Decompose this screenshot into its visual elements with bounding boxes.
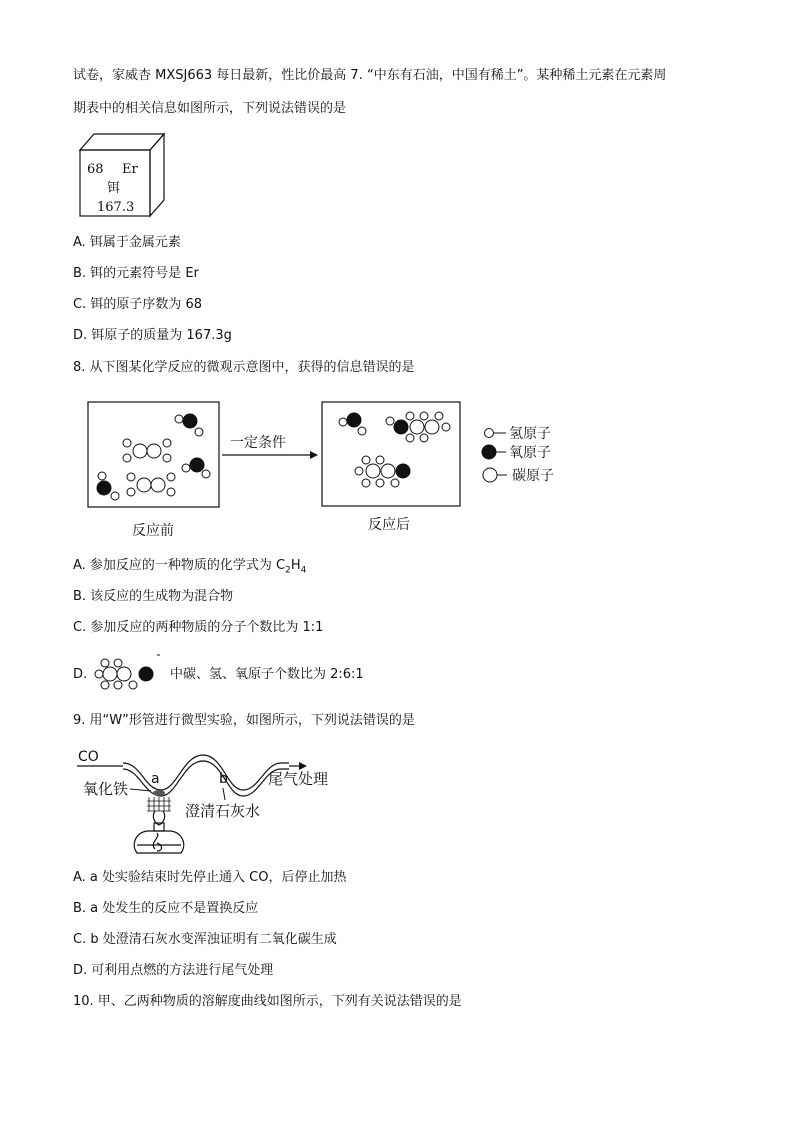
svg-text:氢原子: 氢原子 xyxy=(509,426,551,442)
element-symbol: Er xyxy=(122,162,138,177)
arrow-label: 一定条件 xyxy=(230,435,286,451)
c2h4-molecule xyxy=(127,473,175,496)
arrow-head xyxy=(310,451,318,459)
q9-stem: 9. 用“W”形管进行微型实验，如图所示，下列说法错误的是 xyxy=(73,713,415,728)
q9-option-d: D. 可利用点燃的方法进行尾气处理 xyxy=(73,963,274,978)
q7-option-d: D. 铒原子的质量为 167.3g xyxy=(73,328,232,343)
point-a-label: a xyxy=(151,771,160,787)
point-b-label: b xyxy=(219,771,228,787)
q7-option-c: C. 铒的原子序数为 68 xyxy=(73,297,203,312)
wire-gauze xyxy=(147,797,171,811)
atomic-mass: 167.3 xyxy=(97,200,135,215)
q9-option-b: B. a 处发生的反应不是置换反应 xyxy=(73,901,259,916)
c2h6o-molecule xyxy=(355,456,410,487)
cell-side-face xyxy=(150,134,164,216)
q7-option-b: B. 铒的元素符号是 Er xyxy=(73,266,199,281)
atomic-number: 68 xyxy=(87,162,104,177)
svg-text:氧原子: 氧原子 xyxy=(509,445,551,461)
q8-option-d-label: D. xyxy=(73,667,88,682)
q8-option-b: B. 该反应的生成物为混合物 xyxy=(73,589,234,604)
before-label: 反应前 xyxy=(132,523,174,539)
after-label: 反应后 xyxy=(368,517,410,533)
iron-oxide-label: 氧化铁 xyxy=(83,780,129,798)
c2h6o-molecule xyxy=(386,412,450,442)
alcohol-lamp xyxy=(134,811,184,853)
o2-molecule xyxy=(97,472,119,500)
w-tube-upper xyxy=(123,755,289,790)
outlet-arrow xyxy=(299,762,307,770)
reaction-diagram xyxy=(80,395,570,545)
svg-text:碳原子: 碳原子 xyxy=(512,468,554,484)
c2h4-molecule xyxy=(123,439,171,462)
legend-hydrogen xyxy=(485,426,552,442)
element-name: 铒 xyxy=(107,181,121,196)
q9-option-a: A. a 处实验结束时先停止通入 CO，后停止加热 xyxy=(73,870,347,885)
iron-oxide-sample xyxy=(153,790,165,796)
w-tube-apparatus xyxy=(75,745,345,857)
tail-gas-label: 尾气处理 xyxy=(268,770,329,788)
o2-molecule xyxy=(182,458,210,478)
q7-stem-line2: 期表中的相关信息如图所示，下列说法错误的是 xyxy=(73,101,347,116)
limewater-label: 澄清石灰水 xyxy=(185,802,261,820)
q8-option-d-text: 中碳、氢、氧原子个数比为 2:6:1 xyxy=(170,667,364,682)
q8-stem: 8. 从下图某化学反应的微观示意图中，获得的信息错误的是 xyxy=(73,360,415,375)
q7-option-a: A. 铒属于金属元素 xyxy=(73,235,181,250)
q8-option-c: C. 参加反应的两种物质的分子个数比为 1:1 xyxy=(73,620,324,635)
co-label: CO xyxy=(78,749,99,765)
legend-carbon xyxy=(483,468,554,484)
q7-stem-line1: 试卷，家威杏 MXSJ663 每日最新，性比价最高 7. “中东有石油，中国有稀土”。某种稀土元素在元素周 xyxy=(73,68,667,83)
element-cell-figure xyxy=(78,130,170,220)
o2-molecule xyxy=(339,413,366,435)
q8-option-a: A. 参加反应的一种物质的化学式为 $C_2H_4$ xyxy=(73,558,307,576)
legend-oxygen xyxy=(482,445,551,461)
ethanol-molecule-figure xyxy=(94,654,162,694)
q9-option-c: C. b 处澄清石灰水变浑浊证明有二氧化碳生成 xyxy=(73,932,337,947)
q10-stem: 10. 甲、乙两种物质的溶解度曲线如图所示，下列有关说法错误的是 xyxy=(73,994,462,1009)
o2-molecule xyxy=(175,414,203,436)
